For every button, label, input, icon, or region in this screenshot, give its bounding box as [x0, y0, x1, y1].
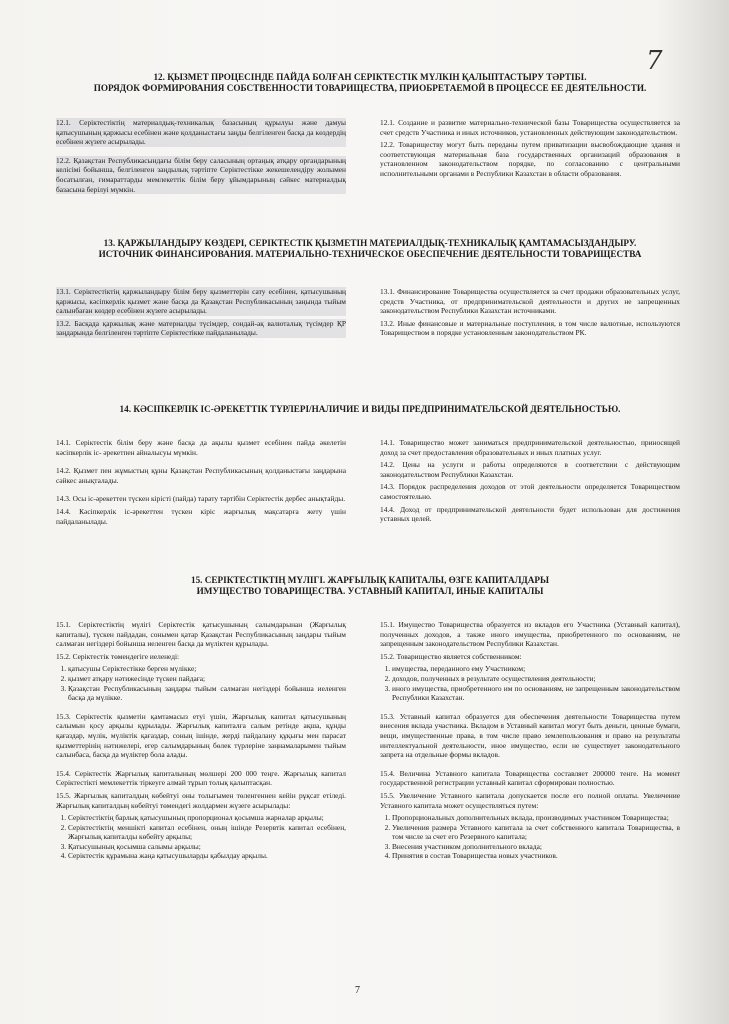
- clause-12-2-ru: 12.2. Товариществу могут быть переданы путем приватизации высвобождающие здания и соответствующая материальная база государственных организаций образования в установленном законодательством порядке, по согласованию с центральными исполнительными органами в Республики Казахстан в области образования.: [380, 140, 680, 178]
- clause-12-1-ru: 12.1. Создание и развитие материально-технической базы Товарищества осуществляется за счет средств Участника и иных источников, установленных действующим законодательством.: [380, 118, 680, 137]
- section-14-right: [380, 438, 680, 527]
- clause-15-4-kz: 15.4. Серіктестік Жарғылық капиталының мөлшері 200 000 теңге. Жарғылық капитал Серіктестікті мемлекеттік тіркеуге алмай тұрып толық қалыптасқан.: [56, 768, 346, 788]
- list-item: 2. қызмет атқару нәтижесінде түскен пайдаға;: [68, 674, 346, 684]
- list-item: 3. Қатысушының қосымша салымы арқылы;: [68, 842, 346, 852]
- clause-14-3-kz: 14.3. Осы іс-әрекеттен түскен кірісті (пайда) тарату тәртібін Серіктестік дербес анықтайды.: [56, 494, 346, 504]
- clause-15-2-kz: 15.2. Серіктестік төмендегіге иеленеді:: [56, 651, 180, 661]
- section-12-right: [380, 118, 680, 182]
- section-12-left: [56, 118, 346, 197]
- clause-15-2-kz-list: [56, 664, 346, 702]
- clause-15-3-ru: 15.3. Уставный капитал образуется для обеспечения деятельности Товарищества путем внесения вклада участника. Вкладом в Уставный капитал могут быть деньги, ценные бумаги, вещи, имущественные права, в том числе право землепользования и право на результаты интеллектуальной деятельности, иное имущество, если не существует законодательного запрета на отдельные формы вкладов.: [380, 711, 680, 760]
- section-15-title-kz: 15. СЕРІКТЕСТІКТІҢ МҮЛІГІ. ЖАРҒЫЛЫҚ КАПИТАЛЫ, ӨЗГЕ КАПИТАЛДАРЫ: [190, 575, 550, 585]
- clause-14-2-kz: 14.2. Қызмет пен жұмыстың құны Қазақстан Республикасының қолданыстағы заңдарына сәйкес анықталады.: [56, 466, 346, 485]
- clause-15-5-ru: 15.5. Увеличение Уставного капитала допускается после его полной оплаты. Увеличение Уставного капитала может осуществляться путем:: [380, 790, 680, 810]
- clause-14-1-kz: 14.1. Серіктестік білім беру және басқа да ақылы қызмет есебінен пайда әкелетін кәсіпкерлік іс- әрекетпен айналысуы мүмкін.: [56, 438, 346, 457]
- clause-14-2-ru: 14.2. Цены на услуги и работы определяются в соответствии с действующим законодательством Республики Казахстан.: [380, 460, 680, 479]
- list-item: 1. қатысушы Серіктестікке берген мүлікке;: [68, 664, 346, 674]
- section-15-right: [380, 620, 680, 861]
- list-item: 2. Серіктестіктің меншікті капитал есебінен, оның ішінде Резервтік капитал есебінен, Жарғылық капиталды көбейту арқылы;: [68, 823, 346, 842]
- handwritten-page-mark: 7: [646, 46, 663, 76]
- clause-14-3-ru: 14.3. Порядок распределения доходов от этой деятельности определяется Товариществом самостоятельно.: [380, 482, 680, 501]
- section-12-title-ru: ПОРЯДОК ФОРМИРОВАНИЯ СОБСТВЕННОСТИ ТОВАРИЩЕСТВА, ПРИОБРЕТАЕМОЙ В ПРОЦЕССЕ ЕЕ ДЕЯТЕЛЬНОСТИ.: [93, 83, 647, 93]
- clause-12-2-kz: 12.2. Қазақстан Республикасындағы білім беру саласының ортаңық атқару органдарының келісімі бойынша, белгіленген заңдылық тәртіпте Серіктестікке жекешелендіру жолымен босатылған, ғимараттарды мемлекеттік білім беру ұйымдарының сәйкес материалдық базасына берілуі мүмкін.: [56, 155, 346, 194]
- list-item: 2. доходов, полученных в результате осуществления деятельности;: [392, 674, 680, 684]
- section-13-title-ru: ИСТОЧНИК ФИНАНСИРОВАНИЯ. МАТЕРИАЛЬНО-ТЕХНИЧЕСКОЕ ОБЕСПЕЧЕНИЕ ДЕЯТЕЛЬНОСТИ ТОВАРИЩЕСТВА: [98, 249, 642, 259]
- section-12-title-kz: 12. ҚЫЗМЕТ ПРОЦЕСІНДЕ ПАЙДА БОЛҒАН СЕРІКТЕСТІК МҮЛКІН ҚАЛЫПТАСТЫРУ ТӘРТІБІ.: [153, 72, 587, 82]
- clause-13-2-kz: 13.2. Басқада қаржылық және материалды түсімдер, сондай-ақ валюталық түсімдер ҚР заңдарында белгіленген тәртіпте Серіктестікке пайдаланылады.: [56, 318, 346, 338]
- clause-15-3-kz: 15.3. Серіктестік қызметін қамтамасыз етуі үшін, Жарғылық капитал қатысушының салымын қосу арқылы құрылады. Жарғылық капиталға салым ретінде ақша, құнды қағаздар, мүлік, мүліктік қағаздар, соның ішінде, жерді пайдалану құқығы мен парасат қызметтерінің нәтижелері, егер салымдарының бөлек түрлеріне заңнамаларымен тыйым салынбаса, басқа да мүліктер бола алады.: [56, 711, 346, 760]
- section-15-title: [40, 575, 700, 597]
- clause-15-2-ru-list: [380, 664, 680, 702]
- section-13-right: [380, 287, 680, 341]
- section-15-left: [56, 620, 346, 861]
- list-item: 3. Внесения участником дополнительного вклада;: [392, 842, 680, 852]
- list-item: 1. Пропорциональных дополнительных вклада, производимых участником Товарищества;: [392, 813, 680, 823]
- clause-13-1-kz: 13.1. Серіктестіктің қаржыландыру білім беру қызметтерін сату есебінен, қатысушының қаржысы, кәсіпкерлік қызмет және басқа да Қазақстан Республикасының заңында тыйым салынбаған көздер есебінен жүзеге асырылады.: [56, 287, 346, 316]
- clause-13-2-ru: 13.2. Иные финансовые и материальные поступления, в том числе валютные, используются Товариществом в порядке установленным законодательством РК.: [380, 318, 680, 338]
- clause-12-1-kz: 12.1. Серіктестіктің материалдық-техникалық базасының құрылуы және дамуы қатысушының қаржысы есебінен және қолданыстағы заңды белгіленген басқа да көздердің есебінен жүзеге асырылады.: [56, 118, 346, 147]
- clause-15-5-kz: 15.5. Жарғылық капиталдың көбейтуі оны толығымен төленгеннен кейін рұқсат етіледі. Жарғылық капиталдың көбейтуі төмендегі жолдармен жүзеге асырылады:: [56, 790, 346, 810]
- section-12-title: [40, 72, 700, 94]
- clause-14-1-ru: 14.1. Товарищество может заниматься предпринимательской деятельностью, приносящей доход за счет предоставления образовательных и иных платных услуг.: [380, 438, 680, 457]
- clause-15-2-ru: 15.2. Товарищество является собственником:: [380, 651, 522, 661]
- list-item: 3. Қазақстан Республикасының заңдары тыйым салмаған негіздері бойынша иеленген басқа да мүлікке.: [68, 684, 346, 703]
- list-item: 3. иного имущества, приобретенного им по основаниям, не запрещенным законодательством Республики Казахстан.: [392, 684, 680, 703]
- page-number: 7: [355, 985, 360, 996]
- section-13-title: [40, 238, 700, 260]
- list-item: 2. Увеличения размера Уставного капитала за счет собственного капитала Товарищества, в том числе за счет его Резервного капитала;: [392, 823, 680, 842]
- section-15-title-ru: ИМУЩЕСТВО ТОВАРИЩЕСТВА. УСТАВНЫЙ КАПИТАЛ, ИНЫЕ КАПИТАЛЫ: [196, 586, 544, 596]
- section-13-left: [56, 287, 346, 341]
- list-item: 1. имущества, переданного ему Участником;: [392, 664, 680, 674]
- clause-15-5-kz-list: [56, 813, 346, 861]
- list-item: 4. Серіктестік құрамына жаңа қатысушыларды қабылдау арқылы.: [68, 851, 346, 861]
- section-13-title-kz: 13. ҚАРЖЫЛАНДЫРУ КӨЗДЕРІ, СЕРІКТЕСТІК ҚЫЗМЕТІН МАТЕРИАЛДЫҚ-ТЕХНИКАЛЫҚ ҚАМТАМАСЫЗДАНДЫРУ.: [103, 238, 637, 248]
- clause-15-1-kz: 15.1. Серіктестіктің мүлігі Серіктестік қатысушының салымдарынан (Жарғылық капиталы), түскен пайдадан, сонымен қатар Қазақстан Республикасының заңдары тыйым салмаған негіздері бойынша иеленген басқа да мүліктен құрылады.: [56, 620, 346, 649]
- section-14-left: [56, 438, 346, 529]
- section-14-title: 14. КӘСІПКЕРЛІК ІС-ӘРЕКЕТТІК ТҮРЛЕРІ/НАЛИЧИЕ И ВИДЫ ПРЕДПРИНИМАТЕЛЬСКОЙ ДЕЯТЕЛЬНОСТЬЮ.: [119, 404, 621, 414]
- list-item: 4. Принятия в состав Товарищества новых участников.: [392, 851, 680, 861]
- clause-15-4-ru: 15.4. Величина Уставного капитала Товарищества составляет 200000 тенге. На момент государственной регистрации уставный капитал сформирован полностью.: [380, 768, 680, 788]
- clause-15-5-ru-list: [380, 813, 680, 861]
- clause-14-4-ru: 14.4. Доход от предпринимательской деятельности будет использован для достижения уставных целей.: [380, 504, 680, 524]
- clause-15-1-ru: 15.1. Имущество Товарищества образуется из вкладов его Участника (Уставный капитал), полученных доходов, а также иного имущества, приобретенного по основаниям, не запрещенным законодательством Республики Казахстан.: [380, 620, 680, 649]
- clause-13-1-ru: 13.1. Финансирование Товарищества осуществляется за счет продажи образовательных услуг, средств Участника, от предпринимательской деятельности и других не запрещенных законодательством Республики Казахстан источниками.: [380, 287, 680, 316]
- clause-14-4-kz: 14.4. Кәсіпкерлік іс-әрекеттен түскен кіріс жарғылық мақсатарға жету үшін пайдаланылады.: [56, 506, 346, 526]
- list-item: 1. Серіктестіктің барлық қатысушының пропорционал қосымша жарналар арқылы;: [68, 813, 346, 823]
